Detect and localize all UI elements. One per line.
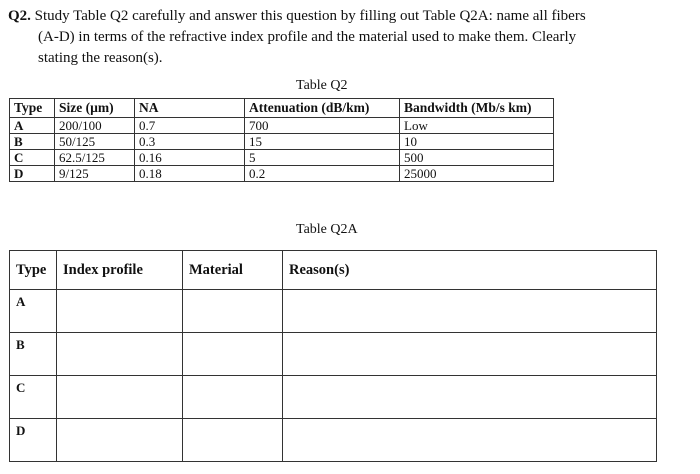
cell-index-profile-answer[interactable] xyxy=(57,290,183,333)
table-row xyxy=(10,333,657,376)
cell-type: D xyxy=(10,166,55,182)
question-line-3: stating the reason(s). xyxy=(38,50,163,66)
cell-na: 0.3 xyxy=(135,134,245,150)
cell-bandwidth: 10 xyxy=(400,134,554,150)
cell-type: C xyxy=(10,376,57,419)
table-row xyxy=(10,376,657,419)
cell-size: 62.5/125 xyxy=(55,150,135,166)
cell-material-answer[interactable] xyxy=(183,290,283,333)
table-row xyxy=(10,290,657,333)
cell-attenuation: 700 xyxy=(245,118,400,134)
table-q2 xyxy=(9,98,554,182)
cell-index-profile-answer[interactable] xyxy=(57,376,183,419)
question-line-2: (A-D) in terms of the refractive index profile and the material used to make them. Clearly xyxy=(38,29,577,45)
cell-material-answer[interactable] xyxy=(183,376,283,419)
table-row xyxy=(10,166,554,182)
cell-na: 0.7 xyxy=(135,118,245,134)
cell-type: C xyxy=(10,150,55,166)
cell-size: 200/100 xyxy=(55,118,135,134)
cell-na: 0.16 xyxy=(135,150,245,166)
cell-size: 9/125 xyxy=(55,166,135,182)
cell-reasons-answer[interactable] xyxy=(283,376,657,419)
cell-attenuation: 5 xyxy=(245,150,400,166)
table-q2-header-attenuation: Attenuation (dB/km) xyxy=(245,99,400,118)
table-row xyxy=(10,419,657,462)
table-q2-caption: Table Q2 xyxy=(296,78,348,93)
cell-type: D xyxy=(10,419,57,462)
table-q2-header-row xyxy=(10,99,554,118)
table-q2-header-bandwidth: Bandwidth (Mb/s km) xyxy=(400,99,554,118)
cell-type: A xyxy=(10,118,55,134)
table-q2a-caption: Table Q2A xyxy=(296,222,358,237)
table-row xyxy=(10,118,554,134)
question-line-1: Study Table Q2 carefully and answer this question by filling out Table Q2A: name all fibers xyxy=(34,8,586,24)
cell-reasons-answer[interactable] xyxy=(283,333,657,376)
cell-bandwidth: Low xyxy=(400,118,554,134)
cell-bandwidth: 25000 xyxy=(400,166,554,182)
table-q2-header-size: Size (µm) xyxy=(55,99,135,118)
question-number: Q2. xyxy=(8,8,31,24)
table-q2a-header-reasons: Reason(s) xyxy=(283,251,657,290)
cell-reasons-answer[interactable] xyxy=(283,419,657,462)
cell-na: 0.18 xyxy=(135,166,245,182)
cell-material-answer[interactable] xyxy=(183,333,283,376)
cell-index-profile-answer[interactable] xyxy=(57,333,183,376)
question-text xyxy=(8,6,688,69)
cell-bandwidth: 500 xyxy=(400,150,554,166)
table-q2a-header-material: Material xyxy=(183,251,283,290)
table-q2a-header-index-profile: Index profile xyxy=(57,251,183,290)
cell-type: A xyxy=(10,290,57,333)
cell-attenuation: 0.2 xyxy=(245,166,400,182)
table-row xyxy=(10,134,554,150)
table-q2a-header-type: Type xyxy=(10,251,57,290)
table-q2a-header-row xyxy=(10,251,657,290)
table-q2a xyxy=(9,250,657,462)
cell-material-answer[interactable] xyxy=(183,419,283,462)
cell-attenuation: 15 xyxy=(245,134,400,150)
table-q2-header-type: Type xyxy=(10,99,55,118)
cell-reasons-answer[interactable] xyxy=(283,290,657,333)
table-row xyxy=(10,150,554,166)
cell-index-profile-answer[interactable] xyxy=(57,419,183,462)
table-q2-header-na: NA xyxy=(135,99,245,118)
cell-type: B xyxy=(10,134,55,150)
cell-size: 50/125 xyxy=(55,134,135,150)
cell-type: B xyxy=(10,333,57,376)
